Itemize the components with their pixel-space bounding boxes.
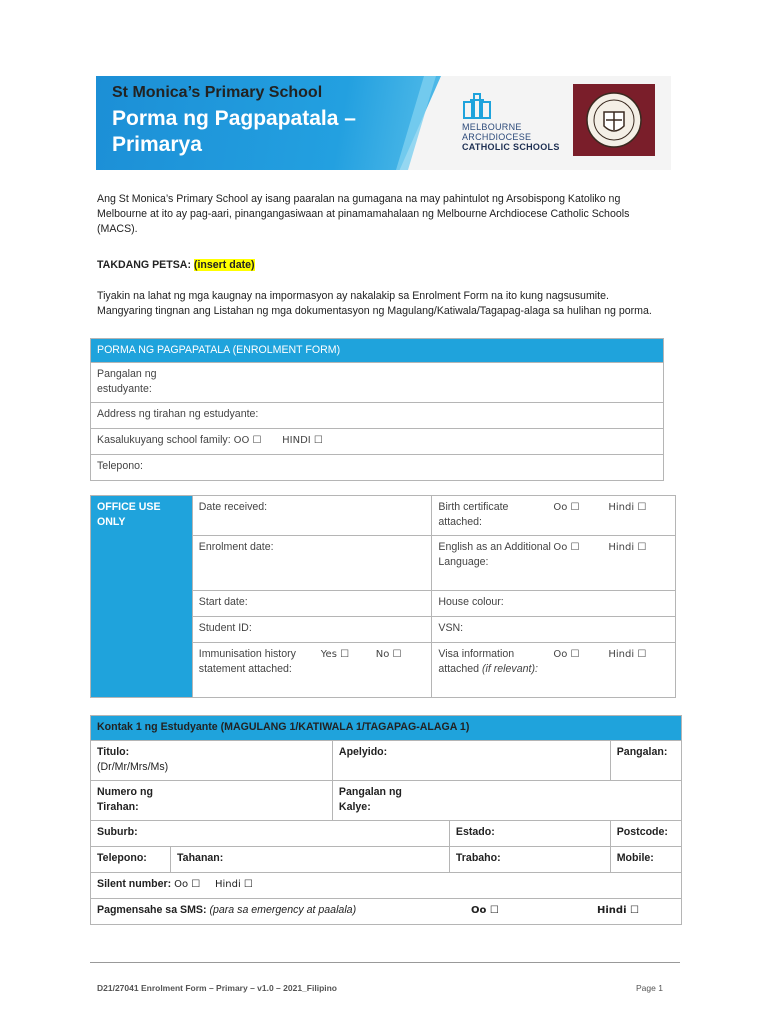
macs-cross-icon — [462, 92, 492, 120]
footer-page-number: Page 1 — [636, 983, 663, 993]
macs-wordmark: MELBOURNE ARCHDIOCESE CATHOLIC SCHOOLS — [462, 122, 560, 152]
deadline-value: (insert date) — [193, 259, 255, 271]
eal-row: English as an Additional Language: Oo ☐ Hindi ☐ — [432, 536, 676, 591]
school-family-yes-checkbox[interactable]: OO ☐ — [233, 435, 262, 446]
mobile-field[interactable]: Mobile: — [610, 847, 681, 873]
student-address-field[interactable]: Address ng tirahan ng estudyante: — [91, 403, 664, 429]
postcode-field[interactable]: Postcode: — [610, 821, 681, 847]
enrolment-table — [90, 338, 664, 481]
birth-cert-hindi-checkbox[interactable]: Hindi ☐ — [608, 502, 647, 513]
header-banner — [96, 76, 671, 170]
student-phone-field[interactable]: Telepono: — [91, 455, 664, 481]
footer-doc-ref: D21/27041 Enrolment Form – Primary – v1.0 – 2021_Filipino — [97, 983, 338, 993]
immunisation-row: Immunisation history statement attached: Yes ☐ No ☐ — [192, 643, 432, 698]
vsn-field[interactable]: VSN: — [432, 617, 676, 643]
phone-label: Telepono: — [91, 847, 171, 873]
silent-number-row — [91, 873, 682, 899]
title-field[interactable]: Titulo: (Dr/Mr/Mrs/Ms) — [91, 741, 333, 781]
macs-logo — [462, 92, 572, 154]
instructions-paragraph: Tiyakin na lahat ng mga kaugnay na impormasyon ay nakalakip sa Enrolment Form na ito kung nagsusumite. Mangyaring tingnan ang Listahan ng mga dokumentasyon ng Magulang/Katiwala/Tagapag-alaga sa hulihan ng porma. — [97, 290, 652, 317]
school-family-no-checkbox[interactable]: HINDI ☐ — [282, 435, 323, 446]
intro-paragraph: Ang St Monica’s Primary School ay isang paaralan na gumagana na may pahintulot ng Arsobispong Katoliko ng Melbourne at ito ay pag-aari, pinangangasiwaan at pinamamahalaan ng Melbourne Archdiocese Catholic Schools (MACS). — [97, 193, 630, 235]
school-family-row — [91, 429, 664, 455]
street-name-field[interactable]: Pangalan ng Kalye: — [332, 781, 681, 821]
footer-divider — [90, 962, 680, 963]
birth-cert-row: Birth certificate attached: Oo ☐ Hindi ☐ — [432, 496, 676, 536]
suburb-field[interactable]: Suburb: — [91, 821, 450, 847]
eal-hindi-checkbox[interactable]: Hindi ☐ — [608, 542, 647, 553]
house-colour-field[interactable]: House colour: — [432, 591, 676, 617]
sms-note: (para sa emergency at paalala) — [209, 904, 357, 916]
contact-header: Kontak 1 ng Estudyante (MAGULANG 1/KATIWALA 1/TAGAPAG-ALAGA 1) — [91, 716, 682, 741]
enrolment-header: PORMA NG PAGPAPATALA (ENROLMENT FORM) — [91, 339, 664, 363]
immunisation-no-checkbox[interactable]: No ☐ — [375, 649, 402, 660]
sms-oo-checkbox[interactable]: Oo ☐ — [471, 905, 499, 916]
sms-row — [91, 899, 682, 925]
visa-row: Visa information attached (if relevant): Oo ☐ Hindi ☐ — [432, 643, 676, 698]
state-field[interactable]: Estado: — [449, 821, 610, 847]
given-name-field[interactable]: Pangalan: — [610, 741, 681, 781]
student-id-field[interactable]: Student ID: — [192, 617, 432, 643]
work-phone-field[interactable]: Trabaho: — [449, 847, 610, 873]
school-name: St Monica’s Primary School — [112, 84, 323, 101]
school-crest — [573, 84, 655, 156]
date-received-field[interactable]: Date received: — [192, 496, 432, 536]
silent-hindi-checkbox[interactable]: Hindi ☐ — [214, 879, 253, 890]
start-date-field[interactable]: Start date: — [192, 591, 432, 617]
surname-field[interactable]: Apelyido: — [332, 741, 610, 781]
eal-oo-checkbox[interactable]: Oo ☐ — [553, 542, 580, 553]
silent-oo-checkbox[interactable]: Oo ☐ — [174, 879, 201, 890]
silent-number-label: Silent number: — [97, 878, 172, 890]
enrolment-date-field[interactable]: Enrolment date: — [192, 536, 432, 591]
contact-table — [90, 715, 682, 925]
deadline — [97, 259, 255, 271]
birth-cert-oo-checkbox[interactable]: Oo ☐ — [553, 502, 580, 513]
student-name-field[interactable]: Pangalan ng estudyante: — [91, 363, 664, 403]
house-number-field[interactable]: Numero ng Tirahan: — [91, 781, 333, 821]
office-use-table — [90, 495, 676, 698]
sms-label: Pagmensahe sa SMS: — [97, 904, 207, 916]
visa-oo-checkbox[interactable]: Oo ☐ — [553, 649, 580, 660]
deadline-label: TAKDANG PETSA: — [97, 259, 191, 271]
school-family-label: Kasalukuyang school family: — [97, 434, 231, 446]
visa-hindi-checkbox[interactable]: Hindi ☐ — [608, 649, 647, 660]
home-phone-field[interactable]: Tahanan: — [171, 847, 450, 873]
form-title: Porma ng Pagpapatala – Primarya — [112, 107, 356, 156]
immunisation-yes-checkbox[interactable]: Yes ☐ — [320, 649, 350, 660]
crest-emblem-icon — [584, 90, 644, 150]
office-use-label: OFFICE USE ONLY — [91, 496, 193, 698]
sms-hindi-checkbox[interactable]: Hindi ☐ — [597, 905, 639, 916]
